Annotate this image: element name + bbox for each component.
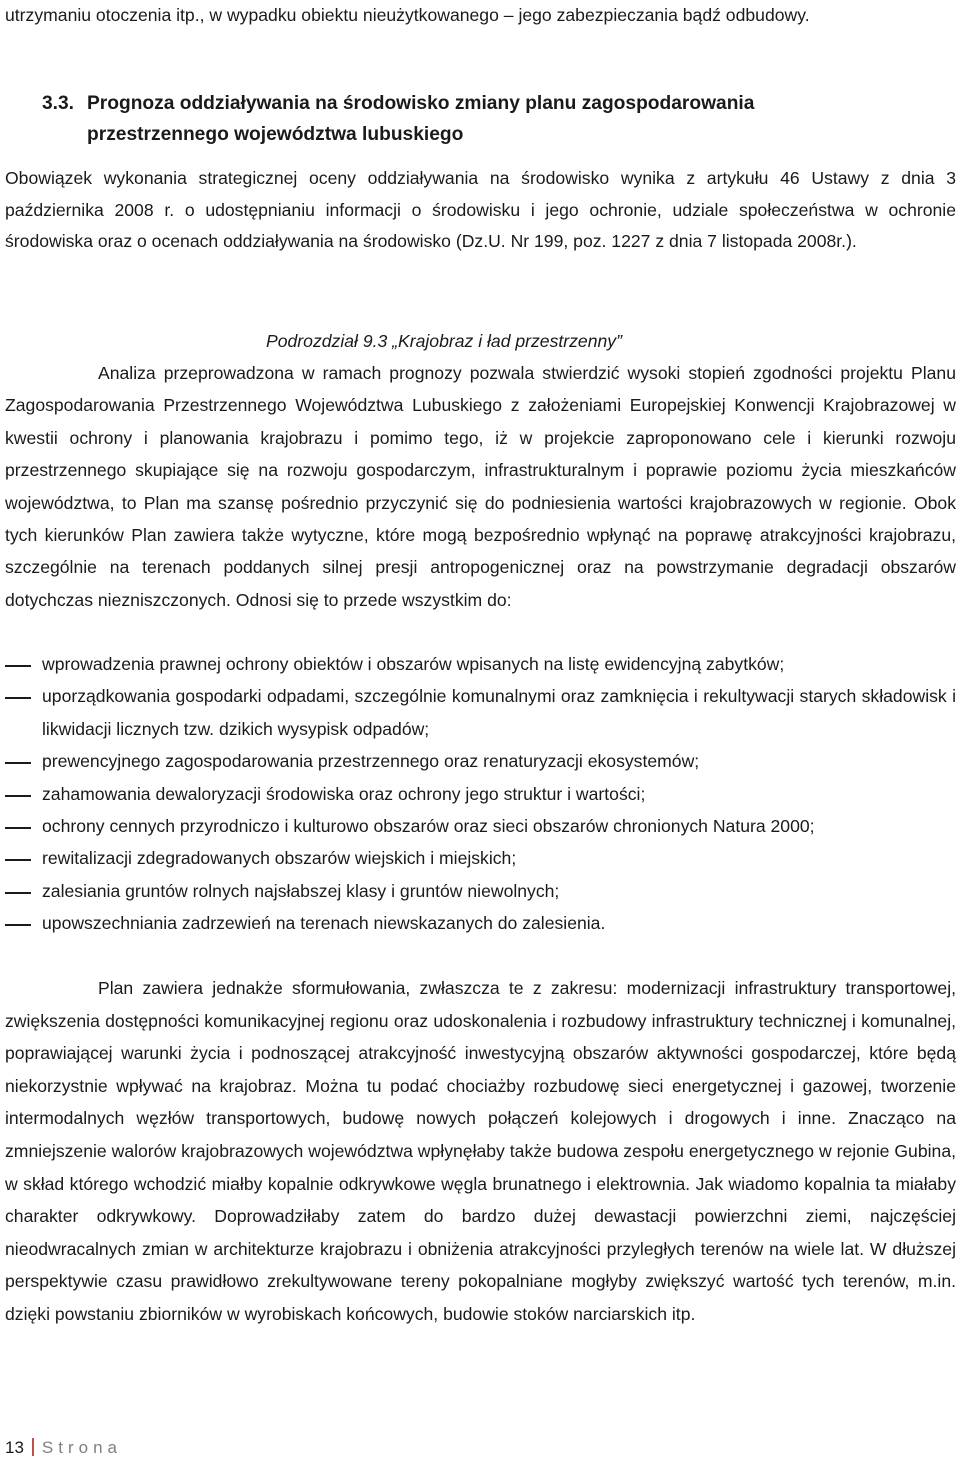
list-item: zahamowania dewaloryzacji środowiska oraz ochrony jego struktur i wartości; [5,778,956,810]
page-label: Strona [41,1438,123,1457]
bullet-list [5,648,956,940]
intro-fragment: utrzymaniu otoczenia itp., w wypadku obiektu nieużytkowanego – jego zabezpieczania bądź odbudowy. [5,5,810,25]
page-footer [5,1436,122,1460]
list-item: prewencyjnego zagospodarowania przestrzennego oraz renaturyzacji ekosystemów; [5,745,956,777]
dash-icon [5,665,31,667]
dash-icon [5,827,31,829]
footer-divider [32,1438,34,1456]
section-title-line2: przestrzennego województwa lubuskiego [87,124,464,145]
dash-icon [5,762,31,764]
section-number: 3.3. [42,93,75,114]
list-item: zalesiania gruntów rolnych najsłabszej klasy i gruntów niewolnych; [5,875,956,907]
list-item: ochrony cennych przyrodniczo i kulturowo obszarów oraz sieci obszarów chronionych Natura 2000; [5,810,956,842]
page-number: 13 [5,1438,24,1457]
list-item: uporządkowania gospodarki odpadami, szczególnie komunalnymi oraz zamknięcia i rekultywacji starych składowisk i likwidacji licznych tzw. dzikich wysypisk odpadów; [5,680,956,745]
list-item: upowszechniania zadrzewień na terenach niewskazanych do zalesienia. [5,907,956,939]
list-item: rewitalizacji zdegradowanych obszarów wiejskich i miejskich; [5,842,956,874]
dash-icon [5,795,31,797]
paragraph-analysis: Analiza przeprowadzona w ramach prognozy pozwala stwierdzić wysoki stopień zgodności projektu Planu Zagospodarowania Przestrzennego Województwa Lubuskiego z założeniami Europejskiej Konwencji Krajobrazowej w kwestii ochrony i planowania krajobrazu i pomimo tego, iż w projekcie zaproponowano cele i kierunki rozwoju przestrzennego skupiające się na rozwoju gospodarczym, infrastrukturalnym i poprawie poziomu życia mieszkańców województwa, to Plan ma szansę pośrednio przyczynić się do podniesienia wartości krajobrazowych w regionie. Obok tych kierunków Plan zawiera także wytyczne, które mogą bezpośrednio wpłynąć na poprawę atrakcyjności krajobrazu, szczególnie na terenach poddanych silnej presji antropogenicznej oraz na powstrzymanie degradacji obszarów dotychczas niezniszczonych. Odnosi się to przede wszystkim do: [5,363,956,610]
section-heading [42,88,942,150]
dash-icon [5,697,31,699]
dash-icon [5,924,31,926]
section-title-line1: Prognoza oddziaływania na środowisko zmiany planu zagospodarowania [87,93,755,114]
subchapter-title: Podrozdział 9.3 „Krajobraz i ład przestrzenny” [266,331,622,351]
dash-icon [5,892,31,894]
paragraph-plan: Plan zawiera jednakże sformułowania, zwłaszcza te z zakresu: modernizacji infrastruktury transportowej, zwiększenia dostępności komunikacyjnej regionu oraz udoskonalenia i rozbudowy infrastruktury technicznej i komunalnej, poprawiającej warunki życia i podnoszącej atrakcyjność inwestycyjną obszarów aktywności gospodarczej, które będą niekorzystnie wpływać na krajobraz. Można tu podać chociażby rozbudowę sieci energetycznej i gazowej, tworzenie intermodalnych węzłów transportowych, budowę nowych połączeń kolejowych i drogowych i inne. Znacząco na zmniejszenie walorów krajobrazowych województwa wpłynęłaby także budowa zespołu energetycznego w rejonie Gubina, w skład którego wchodzić miałby kopalnie odkrywkowe węgla brunatnego i elektrownia. Jak wiadomo kopalnia ta miałaby charakter odkrywkowy. Doprowadziłaby zatem do bardzo dużej dewastacji powierzchni ziemi, najczęściej nieodwracalnych zmian w architekturze krajobrazu i obniżenia atrakcyjności przyległych terenów na wiele lat. W dłuższej perspektywie czasu prawidłowo zrekultywowane tereny pokopalniane mogłyby zwiększyć wartość tych terenów, m.in. dzięki powstaniu zbiorników w wyrobiskach końcowych, budowie stoków narciarskich itp. [5,978,956,1324]
paragraph-obligation: Obowiązek wykonania strategicznej oceny oddziaływania na środowisko wynika z artykułu 46 Ustawy z dnia 3 października 2008 r. o udostępnianiu informacji o środowisku i jego ochronie, udziale społeczeństwa w ochronie środowiska oraz o ocenach oddziaływania na środowisko (Dz.U. Nr 199, poz. 1227 z dnia 7 listopada 2008r.). [5,168,956,252]
dash-icon [5,859,31,861]
list-item: wprowadzenia prawnej ochrony obiektów i obszarów wpisanych na listę ewidencyjną zabytków; [5,648,956,680]
